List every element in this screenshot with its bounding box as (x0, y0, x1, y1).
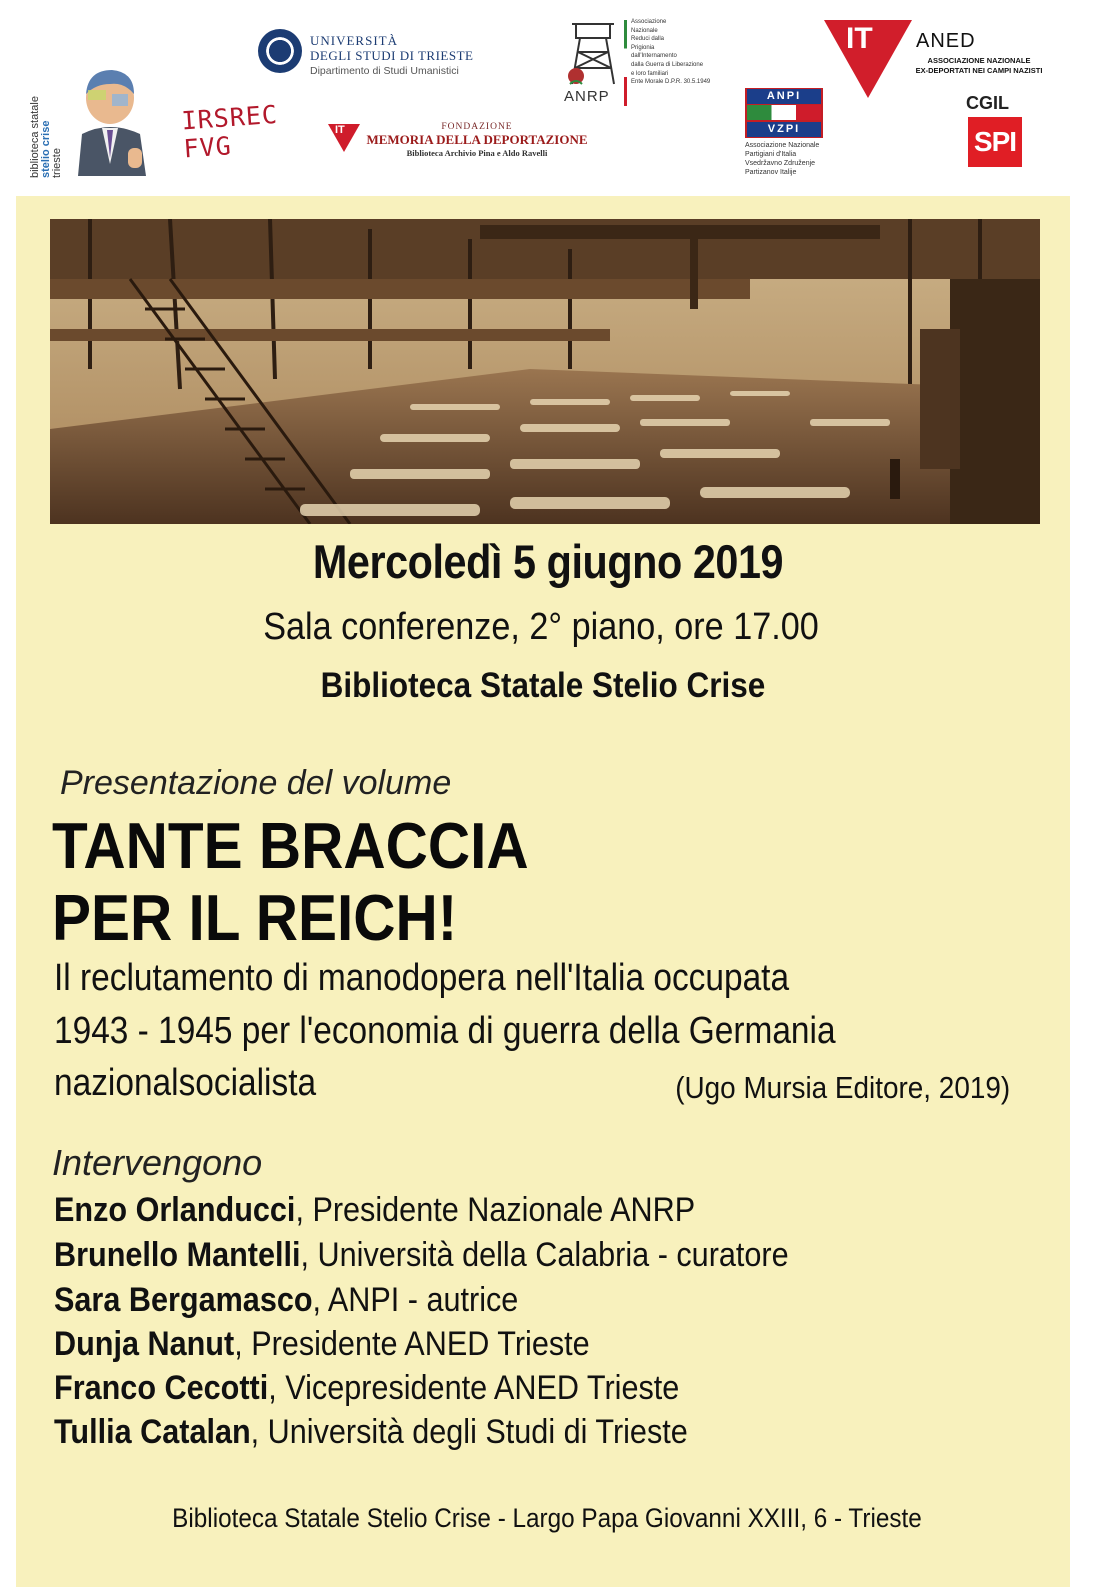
speaker-entry (54, 1369, 679, 1408)
speaker-name: Sara Bergamasco (54, 1281, 313, 1319)
event-venue: Biblioteca Statale Stelio Crise (320, 666, 766, 705)
speaker-name: Franco Cecotti (54, 1369, 269, 1407)
biblioteca-logo-text: biblioteca statale stelio crise trieste (29, 96, 63, 178)
anrp-logo: ANRP Associazione Nazionale Reduci dalla Prigionia dall'Internamento dalla Guerra di Liberazione e loro familiari Ente Morale D.P.R. 30.5.1949 (564, 19, 711, 105)
footer-address: Biblioteca Statale Stelio Crise - Largo Papa Giovanni XXIII, 6 - Trieste (172, 1503, 922, 1533)
event-room-time: Sala conferenze, 2° piano, ore 17.00 (263, 606, 819, 648)
speaker-name: Tullia Catalan (54, 1413, 251, 1451)
book-subtitle-line-3: nazionalsocialista (54, 1062, 317, 1104)
aned-logo: IT ANED ASSOCIAZIONE NAZIONALE EX-DEPORTATI NEI CAMPI NAZISTI (824, 20, 1044, 104)
irsrec-fvg-logo: IRSREC FVG (180, 99, 279, 164)
speaker-entry (54, 1325, 590, 1364)
biblioteca-stelio-crise-logo (30, 40, 152, 178)
speaker-entry (54, 1236, 789, 1275)
event-date: Mercoledì 5 giugno 2019 (312, 535, 784, 588)
portrait-illustration-icon (70, 64, 150, 176)
speaker-role: , Università degli Studi di Trieste (250, 1413, 688, 1451)
book-subtitle-line-1: Il reclutamento di manodopera nell'Italia occupata (54, 957, 790, 999)
anpi-flag-icon: ANPI VZPI (745, 88, 823, 138)
speaker-name: Dunja Nanut (54, 1325, 235, 1363)
factory-hall-photo (50, 219, 1040, 524)
watchtower-icon (562, 18, 622, 88)
speaker-entry (54, 1191, 695, 1230)
universita-trieste-logo: UNIVERSITÀ DEGLI STUDI DI TRIESTE Dipartimento di Studi Umanistici (258, 29, 498, 89)
factory-photo-illustration (50, 219, 1040, 524)
anpi-vzpi-logo: ANPI VZPI Associazione Nazionale Partigiani d'Italia Vsedržavno Združenje Partizanov Italije (745, 88, 835, 183)
speaker-entry (54, 1281, 518, 1320)
fondazione-memoria-deportazione-logo: IT FONDAZIONE MEMORIA DELLA DEPORTAZIONE Biblioteca Archivio Pina e Aldo Ravelli (328, 120, 598, 168)
partner-logos-strip (0, 0, 1096, 196)
speaker-name: Enzo Orlanducci (54, 1191, 296, 1229)
university-seal-icon (258, 29, 302, 73)
speakers-heading: Intervengono (52, 1142, 263, 1183)
speaker-role: , Vicepresidente ANED Trieste (268, 1369, 680, 1407)
speaker-role: , Presidente Nazionale ANRP (295, 1191, 696, 1229)
anrp-description: Associazione Nazionale Reduci dalla Prigionia dall'Internamento dalla Guerra di Liberazione e loro familiari Ente Morale D.P.R. 30.5.1949 (631, 19, 711, 86)
speaker-role: , Università della Calabria - curatore (300, 1236, 789, 1274)
book-publisher: (Ugo Mursia Editore, 2019) (675, 1070, 1010, 1105)
speaker-entry (54, 1413, 688, 1452)
book-subtitle-line-2: 1943 - 1945 per l'economia di guerra della Germania (54, 1010, 836, 1052)
presentation-intro: Presentazione del volume (60, 764, 452, 802)
book-title-line-2: PER IL REICH! (52, 881, 458, 954)
speaker-role: , ANPI - autrice (312, 1281, 519, 1319)
cgil-spi-logo: CGIL SPI (966, 93, 1028, 175)
speaker-name: Brunello Mantelli (54, 1236, 301, 1274)
book-title-line-1: TANTE BRACCIA (52, 809, 529, 882)
speaker-role: , Presidente ANED Trieste (234, 1325, 590, 1363)
